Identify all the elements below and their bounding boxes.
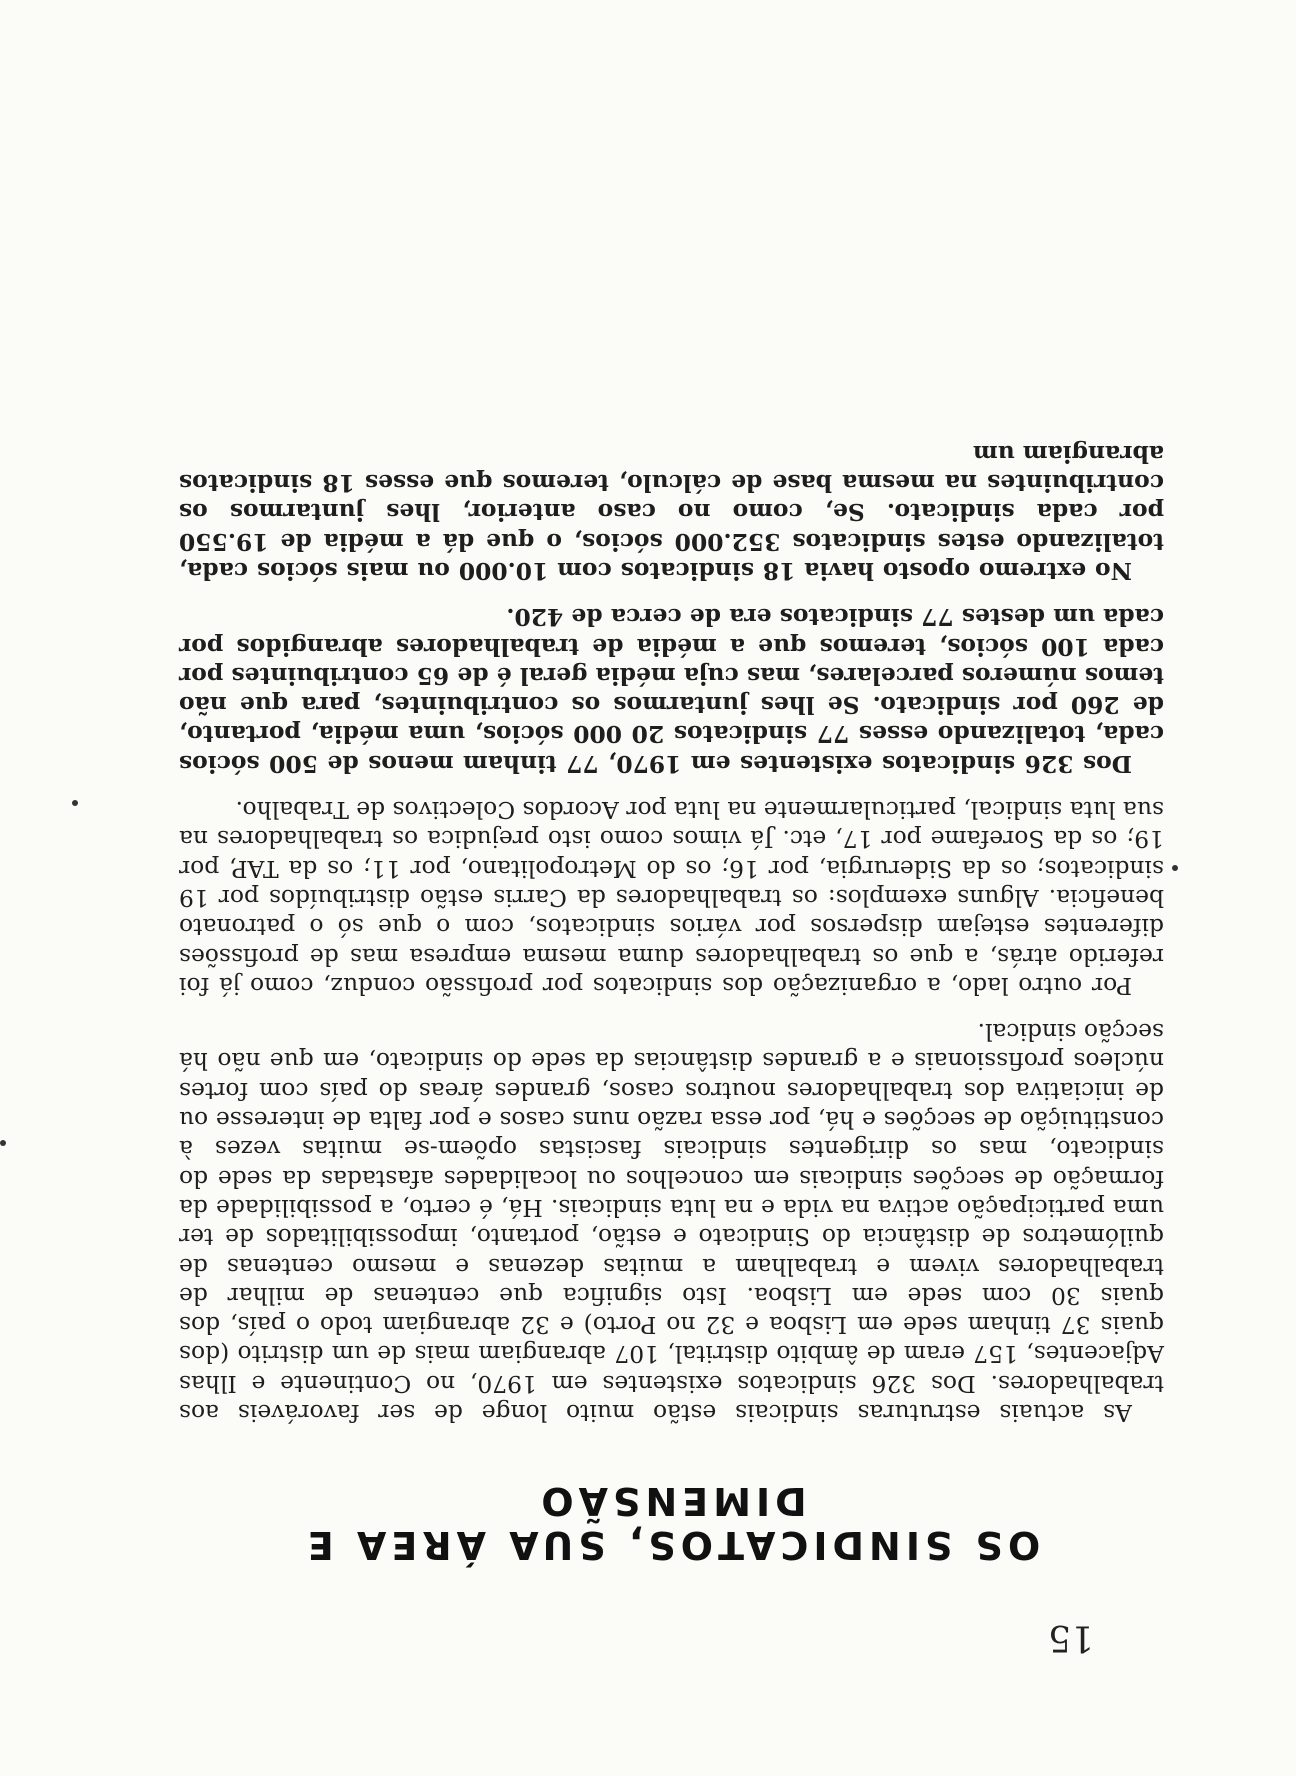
paragraph-structures: As actuais estruturas sindicais estão muito longe de ser favoráveis aos trabalhadores. Dos 326 sindicatos existentes em 1970, no Continente e Ilhas Adjacentes, 157 eram de âmbito distrital, 107 abrangiam mais de um distrito (dos quais 37 tinham sede em Lisboa e 32 no Porto) e 32 abrangiam todo o país, dos quais 30 com sede em Lisboa. Isto significa que centenas de milhar de trabalhadores vivem e trabalham a muitas dezenas e mesmo centenas de quilómetros de distância do Sindicato e estão, portanto, impossibilitados de ter uma participação activa na vida e na luta sindicais. Há, é certo, a possibilidade da formação de secções sindicais em concelhos ou localidades afastadas da sede do sindicato, mas os dirigentes sindicais fascistas opõem-se muitas vezes à constituição de secções e há, por essa razão nuns casos e por falta de interesse ou de iniciativa dos trabalhadores noutros casos, grandes áreas do país com fortes núcleos profissionais e a grandes distâncias da sede do sindicato, em que não há secção sindical.: [179, 1018, 1164, 1427]
paragraph-small-unions: Dos 326 sindicatos existentes em 1970, 77 tinham menos de 500 sócios cada, totalizando esses 77 sindicatos 20 000 sócios, uma média, portanto, de 260 por sindicato. Se lhes juntarmos os contribuintes, para que não temos números parcelares, mas cuja média geral é de 65 contribuintes por cada 100 sócios, teremos que a média de trabalhadores abrangidos por cada um destes 77 sindicatos era de cerca de 420.: [179, 603, 1164, 778]
paragraph-large-unions: No extremo oposto havia 18 sindicatos com 10.000 ou mais sócios cada, totalizando estes sindicatos 352.000 sócios, o que dá a média de 19.550 por cada sindicato. Se, como no caso anterior, lhes juntarmos os contribuintes na mesma base de cálculo, teremos que esses 18 sindicatos abrangiam um: [179, 439, 1164, 585]
paragraph-profession-organization: Por outro lado, a organização dos sindicatos por profissão conduz, como já foi referido atrás, a que os trabalhadores duma mesma empresa mas de profissões diferentes estejam dispersos por vários sindicatos, com o que só o patronato beneficia. Alguns exemplos: os trabalhadores da Carris estão distribuídos por 19 sindicatos; os da Siderurgia, por 16; os do Metropolitano, por 11; os da TAP, por 19; os da Sorefame por 17, etc. Já vimos como isto prejudica os trabalhadores na sua luta sindical, particularmente na luta por Acordos Colectivos de Trabalho.: [179, 796, 1164, 1000]
scan-speck: [0, 1140, 6, 1146]
chapter-title: OS SINDICATOS, SUA ÁREA E DIMENSÃO: [302, 1479, 1041, 1567]
page-number: 15: [1048, 1617, 1094, 1658]
page-content: [179, 422, 1164, 1659]
scan-speck: [1172, 865, 1178, 871]
scan-speck: [72, 800, 78, 806]
